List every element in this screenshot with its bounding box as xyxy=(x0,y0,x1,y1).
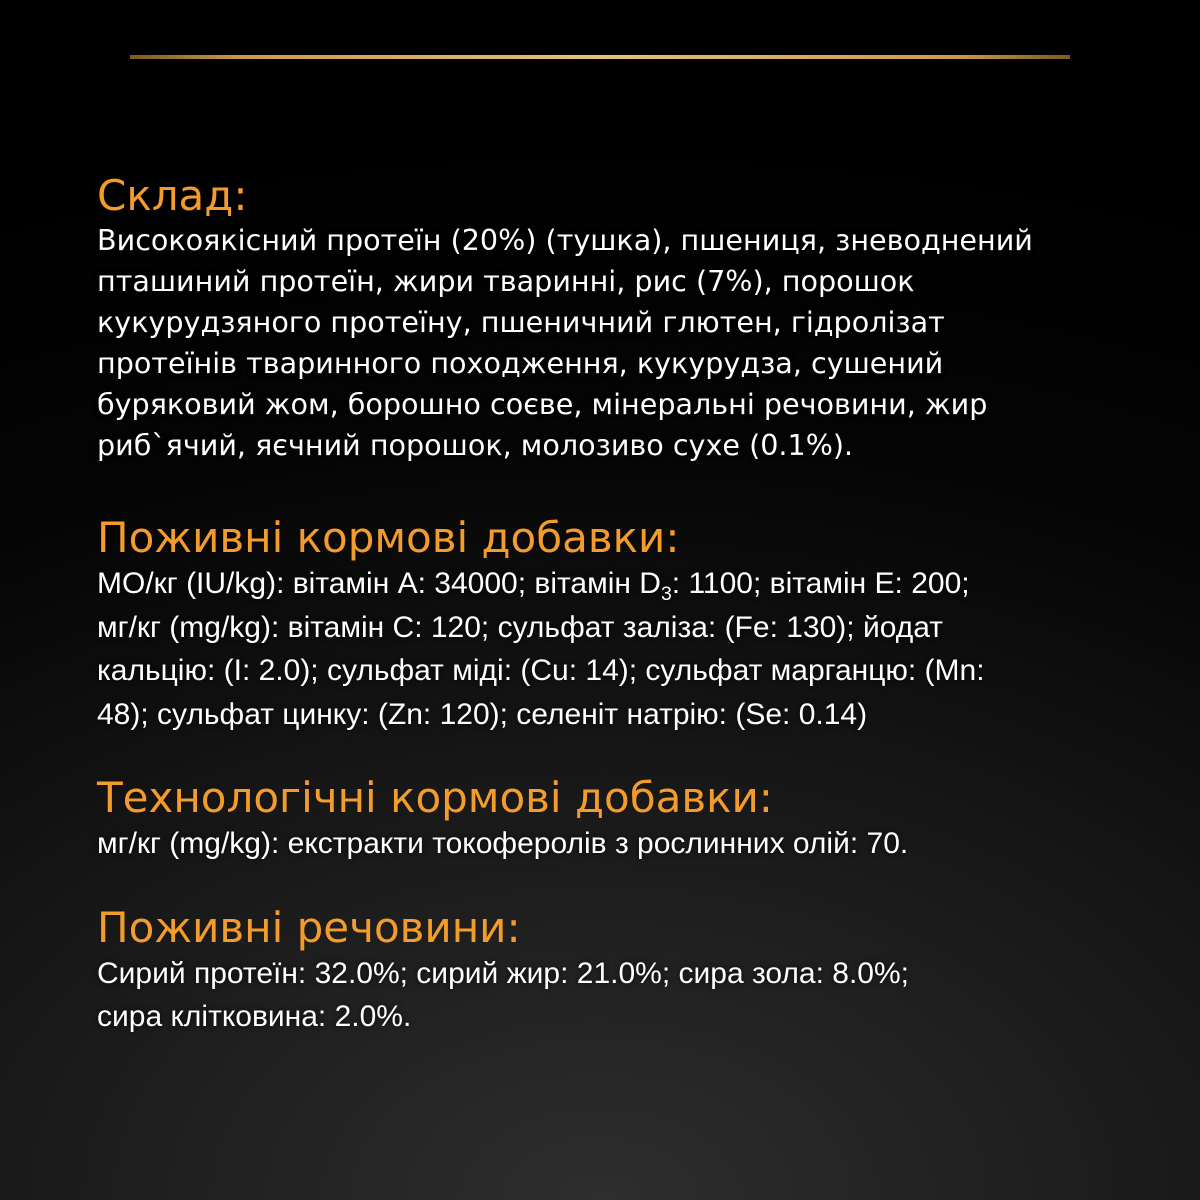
composition-line: буряковий жом, борошно соєве, мінеральні речовини, жир xyxy=(97,387,988,421)
nutritional-additives-line: кальцію: (I: 2.0); сульфат міді: (Cu: 14); сульфат марганцю: (Mn: xyxy=(97,654,985,687)
composition-heading: Склад: xyxy=(97,171,248,220)
nutrients-line: сира клітковина: 2.0%. xyxy=(97,1000,412,1033)
nutrients-heading: Поживні речовини: xyxy=(97,902,521,952)
technological-additives-line: мг/кг (mg/kg): екстракти токоферолів з рослинних олій: 70. xyxy=(97,827,909,860)
composition-text xyxy=(97,220,1157,466)
technological-additives-section xyxy=(97,774,1157,866)
nutritional-additives-line xyxy=(97,562,1157,606)
composition-line: пташиний протеїн, жири тваринні, рис (7%), порошок xyxy=(97,264,915,298)
nutritional-additives-line: мг/кг (mg/kg): вітамін С: 120; сульфат заліза: (Fe: 130); йодат xyxy=(97,610,944,644)
composition-line: Високоякісний протеїн (20%) (тушка), пшениця, зневоднений xyxy=(97,223,1033,257)
composition-section xyxy=(97,172,1157,466)
technological-additives-text xyxy=(97,822,1157,866)
nutritional-additives-section xyxy=(97,514,1157,736)
nutritional-additives-heading: Поживні кормові добавки: xyxy=(97,513,680,562)
gold-divider-rule xyxy=(130,55,1070,59)
composition-line: протеїнів тваринного походження, кукурудза, сушений xyxy=(97,346,944,380)
nutritional-additives-text xyxy=(97,562,1157,736)
vitamin-line-start: МО/кг (IU/kg): вітамін А: 34000; вітамін D xyxy=(97,567,661,600)
ingredients-panel xyxy=(97,172,1157,1039)
vitamin-line-end: : 1100; вітамін Е: 200; xyxy=(671,567,970,600)
composition-line: кукурудзяного протеїну, пшеничний глютен, гідролізат xyxy=(97,305,945,339)
composition-line: риб`ячий, яєчний порошок, молозиво сухе (0.1%). xyxy=(97,428,854,462)
nutritional-additives-line: 48); сульфат цинку: (Zn: 120); селеніт натрію: (Se: 0.14) xyxy=(97,697,868,731)
nutrients-text xyxy=(97,952,1157,1039)
nutrients-section xyxy=(97,904,1157,1039)
vitamin-d-subscript: 3 xyxy=(660,582,672,605)
nutrients-line: Сирий протеїн: 32.0%; сирий жир: 21.0%; сира зола: 8.0%; xyxy=(97,956,909,990)
technological-additives-heading: Технологічні кормові добавки: xyxy=(97,773,773,822)
